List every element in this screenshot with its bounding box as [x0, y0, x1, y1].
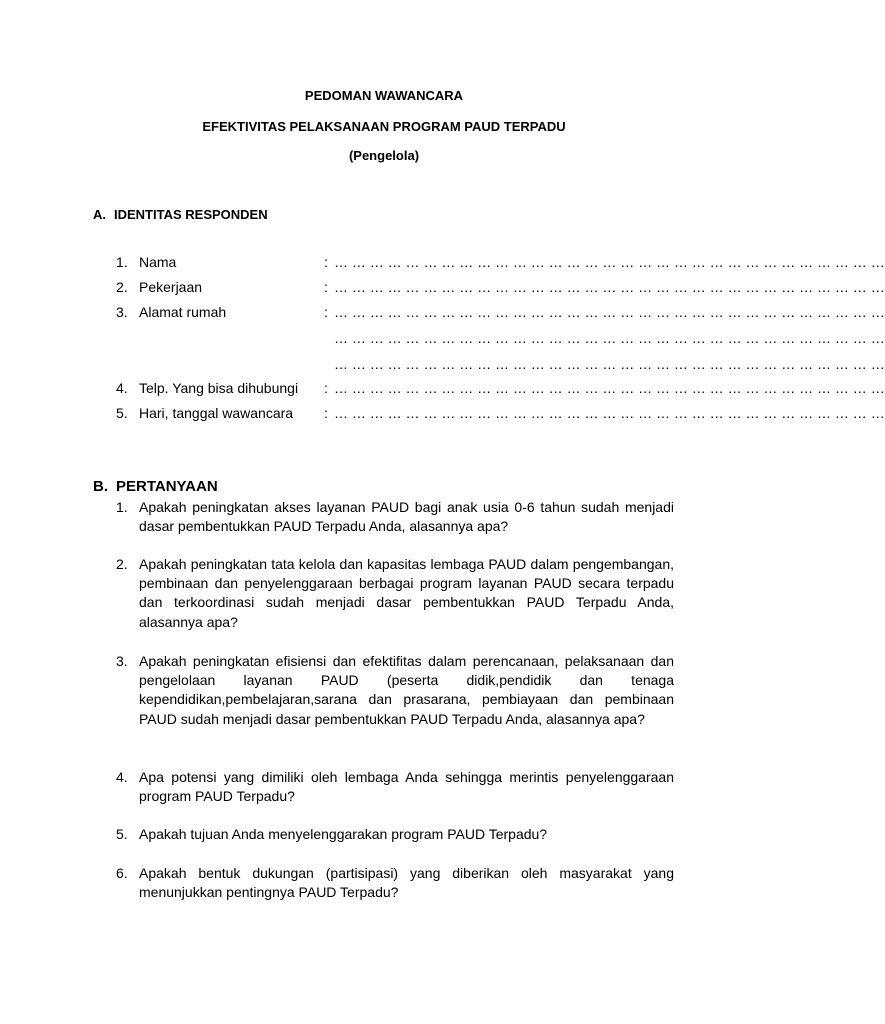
field-number: 5.: [116, 405, 128, 421]
field-label: Alamat rumah: [139, 304, 227, 320]
section-b-heading: [93, 478, 218, 496]
question-item: [116, 864, 674, 902]
section-b-title: PERTANYAAN: [116, 478, 218, 495]
question-text: Apakah peningkatan efisiensi dan efektifitas dalam perencanaan, pelaksanaan dan pengelolaan layanan PAUD (peserta didik,pendidik dan tenaga kependidikan,pembelajaran,sarana dan prasarana, pembiayaan dan pembinaan PAUD sudah menjadi dasar pembentukkan PAUD Terpadu Anda, alasannya apa?: [139, 653, 674, 727]
identity-field-address-line-2: [0, 328, 885, 348]
identity-field-occupation: [0, 277, 885, 297]
field-blank-dots: … … … … … … … … … … … … … … … … … … … … … … … … … … … … … … …: [334, 330, 885, 346]
question-item: [116, 825, 674, 844]
question-item: [116, 498, 674, 536]
question-number: 2.: [116, 556, 128, 572]
field-blank-dots: … … … … … … … … … … … … … … … … … … … … … … … … … … … … … … …: [334, 279, 885, 295]
field-blank-dots: … … … … … … … … … … … … … … … … … … … … … … … … … … … … … … …: [334, 254, 885, 270]
question-number: 4.: [116, 769, 128, 785]
field-blank-dots: … … … … … … … … … … … … … … … … … … … … … … … … … … … … … … …: [334, 405, 885, 421]
question-number: 1.: [116, 499, 128, 515]
field-number: 4.: [116, 380, 128, 396]
field-colon: :: [324, 405, 328, 421]
question-item: [116, 768, 674, 806]
field-label: Pekerjaan: [139, 279, 203, 295]
question-number: 6.: [116, 865, 128, 881]
question-number: 5.: [116, 826, 128, 842]
field-label: Nama: [139, 254, 177, 270]
question-item: [116, 652, 674, 729]
section-a-title: IDENTITAS RESPONDEN: [114, 207, 268, 222]
question-text: Apa potensi yang dimiliki oleh lembaga Anda sehingga merintis penyelenggaraan program PAUD Terpadu?: [139, 769, 674, 805]
field-blank-dots: … … … … … … … … … … … … … … … … … … … … … … … … … … … … … … …: [334, 356, 885, 372]
field-colon: :: [324, 279, 328, 295]
field-blank-dots: … … … … … … … … … … … … … … … … … … … … … … … … … … … … … … …: [334, 380, 885, 396]
respondent-type: (Pengelola): [348, 148, 420, 163]
question-text: Apakah tujuan Anda menyelenggarakan program PAUD Terpadu?: [139, 826, 548, 842]
field-label: Hari, tanggal wawancara: [139, 405, 294, 421]
document-subtitle: EFEKTIVITAS PELAKSANAAN PROGRAM PAUD TERPADU: [202, 119, 566, 134]
field-blank-dots: … … … … … … … … … … … … … … … … … … … … … … … … … … … … … … …: [334, 304, 885, 320]
identity-field-address-line-3: [0, 354, 885, 374]
identity-field-address: [0, 302, 885, 322]
question-number: 3.: [116, 653, 128, 669]
field-colon: :: [324, 380, 328, 396]
question-text: Apakah bentuk dukungan (partisipasi) yang diberikan oleh masyarakat yang menunjukkan pentingnya PAUD Terpadu?: [139, 865, 674, 901]
question-item: [116, 555, 674, 632]
identity-field-name: [0, 252, 885, 272]
section-b-letter: B.: [93, 478, 108, 495]
field-colon: :: [324, 304, 328, 320]
field-number: 1.: [116, 254, 128, 270]
field-label: Telp. Yang bisa dihubungi: [139, 380, 299, 396]
section-a-heading: [93, 207, 268, 223]
question-text: Apakah peningkatan akses layanan PAUD bagi anak usia 0-6 tahun sudah menjadi dasar pembentukkan PAUD Terpadu Anda, alasannya apa?: [139, 499, 674, 535]
identity-field-interview-date: [0, 403, 885, 423]
field-number: 2.: [116, 279, 128, 295]
question-text: Apakah peningkatan tata kelola dan kapasitas lembaga PAUD dalam pengembangan, pembinaan dan penyelenggaraan berbagai program layanan PAUD secara terpadu dan terkoordinasi sudah menjadi dasar pembentukkan PAUD Terpadu Anda, alasannya apa?: [139, 556, 674, 630]
field-number: 3.: [116, 304, 128, 320]
section-a-letter: A.: [93, 207, 106, 222]
identity-field-phone: [0, 378, 885, 398]
field-colon: :: [324, 254, 328, 270]
document-title: PEDOMAN WAWANCARA: [304, 88, 464, 103]
